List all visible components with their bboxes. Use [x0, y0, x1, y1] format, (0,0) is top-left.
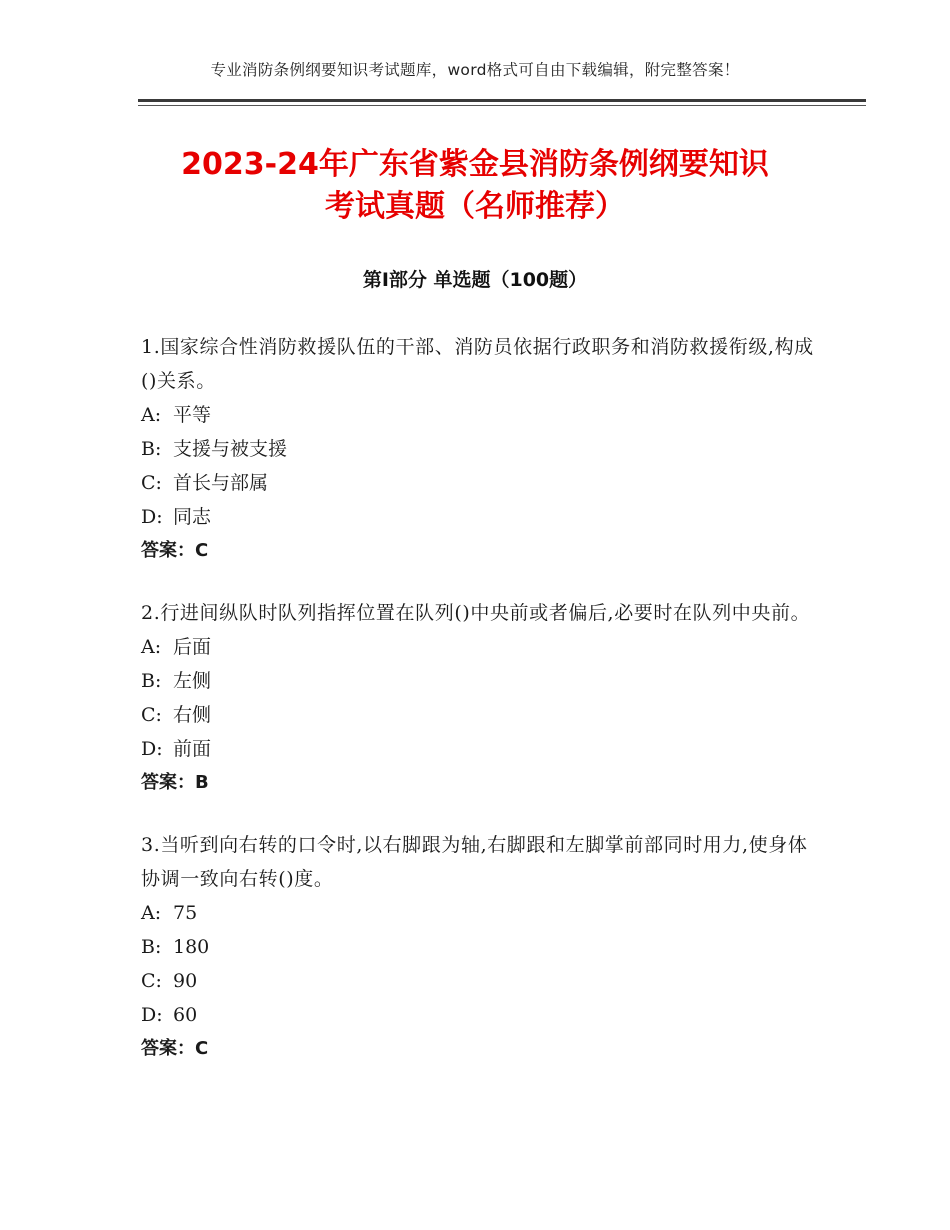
option-b [141, 664, 821, 698]
option-text: 75 [173, 902, 198, 924]
option-c [141, 466, 821, 500]
question-1 [141, 330, 821, 568]
option-text: 平等 [173, 404, 212, 426]
option-text: 左侧 [173, 670, 212, 692]
page-header: 专业消防条例纲要知识考试题库，word格式可自由下载编辑，附完整答案！ [210, 61, 740, 79]
question-stem: 1.国家综合性消防救援队伍的干部、消防员依据行政职务和消防救援衔级,构成()关系。 [141, 336, 814, 392]
option-text: 支援与被支援 [173, 438, 288, 460]
title-line-2: 考试真题（名师推荐） [325, 189, 625, 224]
header-rule-thick [138, 99, 866, 102]
title-line-1: 2023-24年广东省紫金县消防条例纲要知识 [181, 147, 769, 182]
option-text: 首长与部属 [173, 472, 269, 494]
option-d [141, 732, 821, 766]
option-text: 前面 [173, 738, 212, 760]
option-a [141, 398, 821, 432]
answer-key: 答案：C [141, 1038, 209, 1059]
option-text: 180 [173, 936, 210, 958]
option-b [141, 930, 821, 964]
option-b [141, 432, 821, 466]
question-stem: 2.行进间纵队时队列指挥位置在队列()中央前或者偏后,必要时在队列中央前。 [141, 602, 811, 624]
option-a [141, 896, 821, 930]
header-rule-thin [138, 105, 866, 106]
question-2 [141, 596, 821, 800]
option-c [141, 698, 821, 732]
option-letter: A: [141, 902, 162, 924]
option-letter: A: [141, 404, 162, 426]
option-c [141, 964, 821, 998]
option-letter: D: [141, 1004, 163, 1026]
option-text: 60 [173, 1004, 198, 1026]
option-letter: C: [141, 970, 162, 992]
option-text: 90 [173, 970, 198, 992]
option-text: 后面 [173, 636, 212, 658]
option-letter: B: [141, 936, 162, 958]
question-stem: 3.当听到向右转的口令时,以右脚跟为轴,右脚跟和左脚掌前部同时用力,使身体协调一致向右转()度。 [141, 834, 808, 890]
option-letter: C: [141, 704, 162, 726]
document-title [0, 144, 950, 228]
option-text: 同志 [173, 506, 212, 528]
option-text: 右侧 [173, 704, 212, 726]
option-d [141, 500, 821, 534]
question-list [141, 330, 821, 1094]
option-letter: A: [141, 636, 162, 658]
question-3 [141, 828, 821, 1066]
option-d [141, 998, 821, 1032]
section-heading: 第Ⅰ部分 单选题（100题） [362, 269, 588, 291]
option-letter: B: [141, 670, 162, 692]
option-letter: D: [141, 506, 163, 528]
option-letter: B: [141, 438, 162, 460]
answer-key: 答案：B [141, 772, 209, 793]
option-letter: C: [141, 472, 162, 494]
option-a [141, 630, 821, 664]
answer-key: 答案：C [141, 540, 209, 561]
option-letter: D: [141, 738, 163, 760]
